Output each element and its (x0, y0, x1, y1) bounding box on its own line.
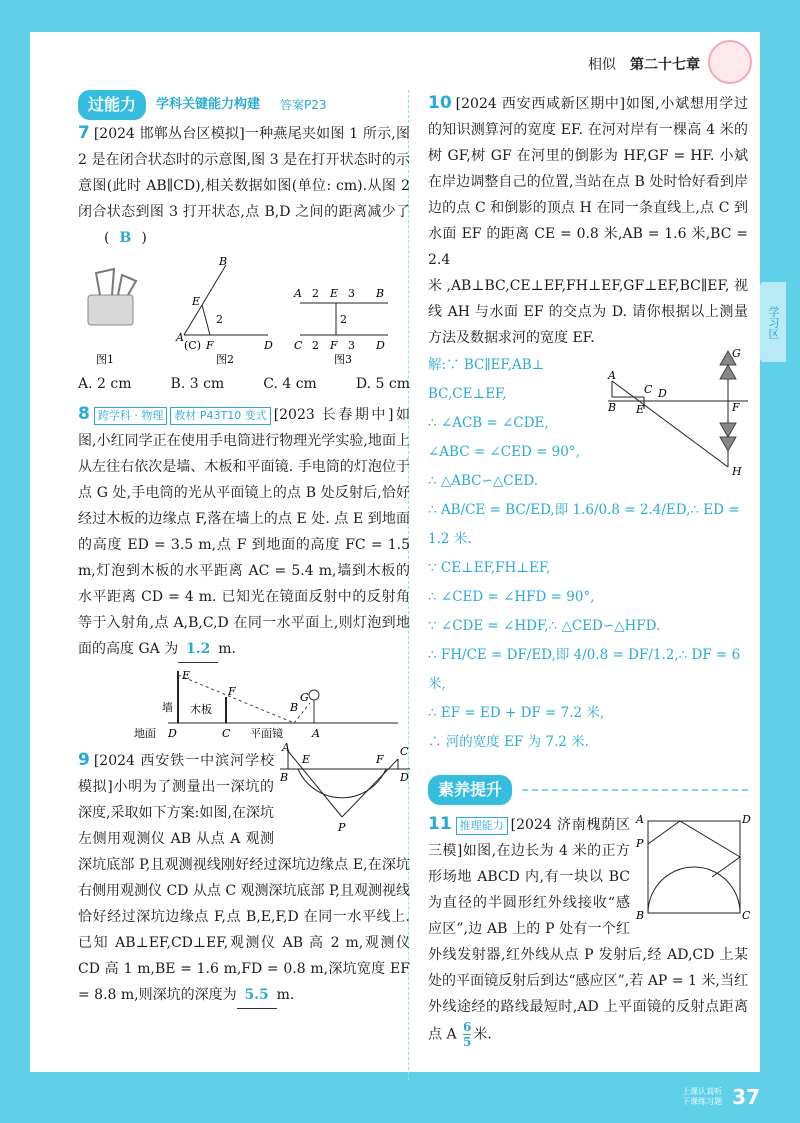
svg-text:F: F (330, 339, 338, 352)
footer-logo (682, 1087, 726, 1107)
svg-text:E: E (330, 287, 339, 300)
question-9 (78, 741, 410, 1009)
solution-line: ∵ CE⊥EF,FH⊥EF, (428, 560, 551, 576)
svg-text:B: B (290, 701, 299, 714)
answer-paren-open: ( (104, 230, 110, 246)
svg-text:E: E (636, 403, 645, 416)
chapter-name: 第二十七章 (630, 57, 700, 73)
svg-text:C: C (222, 727, 231, 740)
figure-3-diagram (293, 287, 388, 352)
question-source: [2024 西安铁一中滨河学校模拟] (78, 753, 274, 795)
question-text: 如图,在边长为 4 米的正方形场地 ABCD 内,有一块以 BC 为直径的半圆形红外线接收“感应区”,边 AB 上的 P 处有一个红外线发射器,红外线从点 P 发射后,经 AD,CD 上某处的平面镜反射后到达“感应区”,若 AP = 1 米,当红外线途经的路线最短时,AD 上平面镜的反射点距离点 A (428, 843, 748, 1043)
svg-text:A: A (312, 727, 320, 740)
svg-text:B: B (608, 401, 617, 414)
question-number: 10 (428, 93, 452, 113)
question-11 (428, 811, 751, 1049)
svg-text:D: D (742, 813, 751, 826)
q7-figure-svg (78, 255, 408, 367)
svg-text:B: B (636, 909, 645, 922)
svg-text:F: F (732, 401, 740, 414)
q10-solution (428, 347, 748, 757)
svg-text:C: C (294, 339, 303, 352)
option-d[interactable]: D. 5 cm (355, 376, 410, 392)
svg-text:P: P (636, 837, 644, 850)
svg-text:A: A (608, 369, 616, 382)
svg-text:A: A (294, 287, 302, 300)
answer-blank[interactable]: 1.2 (178, 636, 218, 663)
solution-line: ∴ △ABC∽△CED. (428, 473, 539, 489)
q8-figure-svg (78, 667, 408, 743)
question-number: 7 (78, 123, 90, 143)
svg-text:D: D (400, 771, 409, 784)
option-a[interactable]: A. 2 cm (78, 376, 132, 392)
question-10 (428, 90, 748, 757)
answer-blank[interactable]: 5.5 (237, 982, 277, 1009)
section-heading-literacy (428, 775, 748, 805)
svg-text:C: C (644, 383, 653, 396)
svg-text:D: D (376, 339, 385, 352)
svg-text:2: 2 (312, 339, 319, 352)
svg-text:G: G (300, 691, 309, 704)
question-source: [2023 长春期中] (273, 407, 394, 423)
question-number: 8 (78, 404, 90, 424)
svg-text:D: D (168, 727, 177, 740)
q10-figure-svg (608, 347, 748, 481)
svg-text:F: F (376, 753, 384, 766)
svg-text:C: C (742, 909, 751, 922)
answer-unit: 米. (473, 1026, 492, 1043)
section-subtitle: 学科关键能力构建 (156, 97, 261, 112)
label-wall: 墙 (162, 701, 173, 714)
page-number: 37 (732, 1085, 760, 1109)
svg-text:B: B (219, 255, 228, 268)
tag-reasoning: 推理能力 (456, 817, 508, 835)
fig-caption-3: 图3 (334, 353, 352, 366)
answer-choice: B (119, 230, 132, 246)
solution-line: ∴ ∠CED = ∠HFD = 90°, (428, 589, 595, 605)
q9-figure-svg (280, 741, 410, 839)
answer-unit: m. (276, 987, 295, 1003)
q7-options (78, 371, 410, 397)
left-column (78, 90, 410, 1009)
label-ground: 地面 (134, 727, 156, 740)
q7-figures (78, 255, 410, 367)
chapter-heading (588, 54, 700, 74)
option-c[interactable]: C. 4 cm (263, 376, 317, 392)
svg-text:A: A (282, 741, 290, 754)
svg-text:E: E (192, 295, 201, 308)
svg-text:B: B (376, 287, 385, 300)
girl-figure-icon (309, 690, 319, 700)
question-source: [2024 济南槐荫区三模] (428, 817, 630, 859)
svg-text:F: F (228, 685, 236, 698)
section-heading-ability (78, 90, 410, 120)
right-column (428, 90, 751, 1049)
solution-line: ∴ FH/CE = DF/ED,即 4/0.8 = DF/1.2,∴ DF = 6 米, (428, 647, 741, 692)
svg-text:3: 3 (348, 287, 355, 300)
tree-reflection-icon (720, 423, 736, 451)
svg-text:A: A (636, 813, 644, 826)
svg-text:E: E (182, 669, 191, 682)
question-text: 如图,小斌想用学过的知识测算河的宽度 EF. 在河对岸有一棵高 4 米的树 GF,树 GF 在河里的倒影为 HF,GF = HF. 小斌在岸边调整自己的位置,当站在点 B 处时恰好看到岸边的点 C 和倒影的顶点 H 在同一条直线上,点 C 到水面 EF 的距离 CE = 0.8 米,AB = 1.6 米,BC = 2.4 米,AB⊥BC,CE⊥EF,FH⊥EF,GF⊥EF,BC∥EF,视线 AH 与水面 EF 的交点为 D. 请你根据以上测量方法及数据求河的宽度 EF. (428, 96, 748, 346)
svg-text:G: G (732, 347, 741, 360)
svg-text:2: 2 (312, 287, 319, 300)
question-source: [2024 邯郸丛台区模拟] (93, 126, 245, 142)
question-number: 11 (428, 814, 452, 834)
svg-text:D: D (658, 387, 667, 400)
answer-fraction[interactable] (463, 1020, 471, 1049)
svg-text:P: P (338, 821, 346, 834)
svg-text:A: A (176, 331, 184, 344)
question-8 (78, 401, 410, 743)
label-mirror: 平面镜 (250, 727, 283, 740)
solution-line: BC,CE⊥EF, (428, 386, 507, 402)
answer-reference[interactable]: 答案P23 (280, 98, 327, 112)
fig-caption-2: 图2 (216, 353, 234, 366)
solution-line: ∴ EF = ED + DF = 7.2 米, (428, 705, 605, 721)
chapter-topic: 相似 (588, 57, 616, 73)
solution-line: ∴ 河的宽度 EF 为 7.2 米. (428, 734, 589, 750)
answer-unit: m. (218, 641, 236, 657)
svg-text:D: D (264, 339, 273, 352)
answer-numerator: 6 (463, 1020, 472, 1034)
option-b[interactable]: B. 3 cm (170, 376, 225, 392)
page-footer (682, 1085, 760, 1109)
svg-text:3: 3 (348, 339, 355, 352)
tag-cross-subject: 跨学科 · 物理 (94, 407, 168, 425)
question-source: [2024 西安西咸新区期中] (455, 96, 626, 112)
question-text: 一种燕尾夹如图 1 所示,图 2 是在闭合状态时的示意图,图 3 是在打开状态时的示意图(此时 AB∥CD),相关数据如图(单位: cm).从图 2 闭合状态到图 3 打开状态,点 B,D 之间的距离减少了 (78, 126, 410, 220)
svg-text:E: E (302, 753, 311, 766)
mascot-badge-icon (708, 40, 752, 84)
answer-denominator: 5 (463, 1035, 472, 1049)
svg-text:(C): (C) (184, 339, 201, 352)
footer-logo-line1: 上课认真听 (682, 1087, 723, 1096)
question-text: 如图,小红同学正在使用手电筒进行物理光学实验,地面上从左往右依次是墙、木板和平面镜. 手电筒的灯泡位于点 G 处,手电筒的光从平面镜上的点 B 处反射后,恰好经过木板的边缘点 F,落在墙上的点 E 处. 点 E 到地面的高度 ED = 3.5 m,点 F 到地面的高度 FC = 1.5 m,灯泡到木板的水平距离 AC = 5.4 m,墙到木板的水平距离 CD = 4 m. 已知光在镜面反射中的反射角等于入射角,点 A,B,C,D 在同一水平面上,则灯泡到地面的高度 GA 为 (78, 407, 411, 657)
svg-text:2: 2 (216, 313, 223, 326)
side-tab-study-area[interactable]: 学习区 (760, 282, 786, 362)
solution-line: ∵ ∠CDE = ∠HDF,∴ △CED∽△HFD. (428, 618, 661, 634)
page-header (30, 32, 760, 82)
solution-line: ∴ ∠ACB = ∠CDE, (428, 415, 549, 431)
question-number: 9 (78, 750, 90, 770)
svg-text:B: B (280, 771, 289, 784)
svg-text:C: C (400, 745, 409, 758)
solution-line: ∴ AB/CE = BC/ED,即 1.6/0.8 = 2.4/ED,∴ ED = 1.2 米. (428, 502, 740, 547)
answer-paren-close: ) (141, 230, 147, 246)
svg-text:2: 2 (340, 313, 347, 326)
svg-text:H: H (732, 465, 742, 478)
figure-2-diagram (175, 255, 273, 352)
section-title: 过能力 (78, 90, 146, 120)
q11-figure-svg (636, 813, 751, 922)
section-title: 素养提升 (428, 775, 512, 805)
question-text: 小明为了测量出一深坑的深度,采取如下方案:如图,在深坑左侧用观测仪 AB 从点 A 观测深坑底部 P,且观测视线刚好经过深坑边缘点 E,在深坑右侧用观测仪 CD 从点 C 观测深坑底部 P,且观测视线恰好经过深坑边缘点 F,点 B,E,F,D 在同一水平线上. 已知 AB⊥EF,CD⊥EF,观测仪 AB 高 2 m,观测仪 CD 高 1 m,BE = 1.6 m,FD = 0.8 m,深坑宽度 EF = 8.8 m,则深坑的深度为 (78, 779, 410, 1003)
footer-logo-line2: 下课练习题 (682, 1097, 723, 1106)
tag-textbook: 教材 P43T10 变式 (170, 407, 270, 425)
q8-figure (78, 667, 410, 743)
solution-line: ∠ABC = ∠CED = 90°, (428, 444, 580, 460)
page (30, 32, 780, 1072)
label-board: 木板 (190, 703, 212, 716)
question-7 (78, 120, 410, 397)
fig-caption-1: 图1 (96, 353, 114, 366)
binder-clip-icon (88, 269, 136, 325)
solution-line: 解:∵ BC∥EF,AB⊥ (428, 357, 545, 373)
svg-text:F: F (206, 339, 214, 352)
